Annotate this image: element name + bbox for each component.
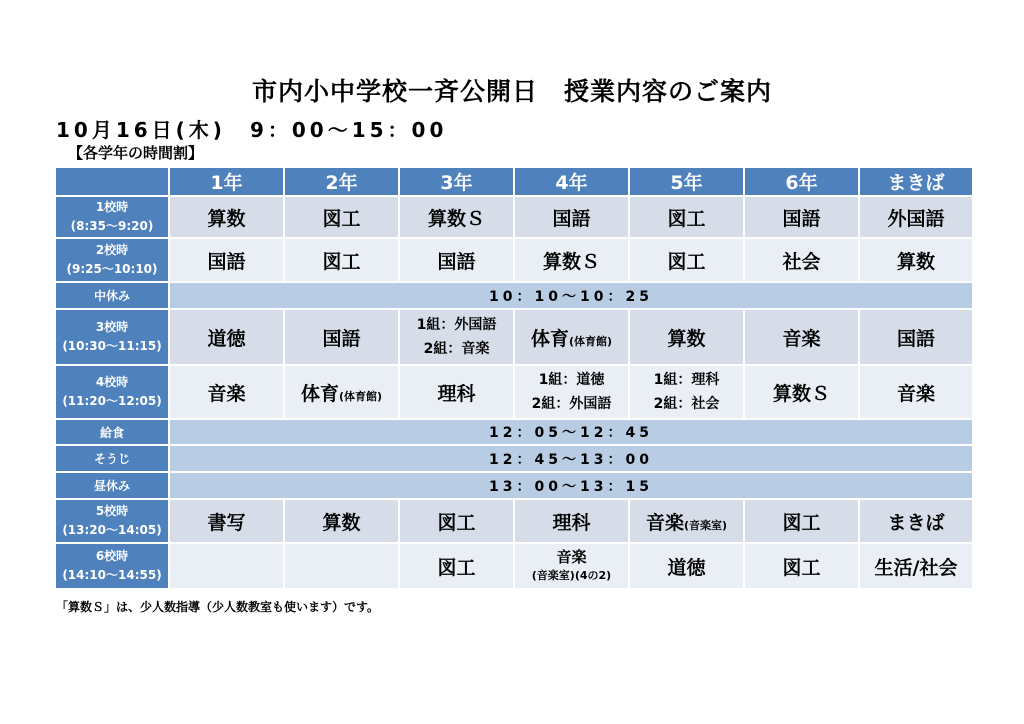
corner-cell [55, 167, 169, 196]
subject-cell: 図工 [744, 499, 859, 543]
subject-cell: 道徳 [169, 309, 284, 365]
room-note: (音楽室)(4の2) [531, 569, 612, 582]
period-row [55, 309, 973, 365]
break-row [55, 472, 973, 499]
period-name: 1校時 [95, 200, 129, 214]
break-row [55, 445, 973, 472]
room-note: (体育館) [568, 334, 613, 348]
subject-cell: 社会 [744, 238, 859, 282]
subject-cell-split [399, 309, 514, 365]
class-1-subject: 1組：理科 [653, 372, 720, 388]
subject-name: 音楽 [556, 548, 587, 566]
subject-cell: 図工 [399, 499, 514, 543]
period-label [55, 309, 169, 365]
subject-cell [514, 309, 629, 365]
footnote: 「算数Ｓ」は、少人数指導（少人数教室も使います）です。 [56, 600, 380, 614]
subject-cell: 図工 [629, 196, 744, 238]
subject-cell: 図工 [284, 238, 399, 282]
period-time: (14:10～14:55) [62, 568, 162, 582]
break-time: 12：05～12：45 [169, 419, 973, 445]
timetable-subtitle: 【各学年の時間割】 [68, 144, 204, 162]
subject-cell: 国語 [169, 238, 284, 282]
subject-cell: 算数 [859, 238, 973, 282]
empty-cell [284, 543, 399, 589]
subject-cell: 算数 [629, 309, 744, 365]
subject-cell: 音楽 [744, 309, 859, 365]
col-header: 5年 [629, 167, 744, 196]
date-time-line: 10月16日(木) 9：00～15：00 [56, 118, 448, 142]
period-label [55, 499, 169, 543]
room-note: (体育館) [338, 389, 383, 403]
subject-cell: まきば [859, 499, 973, 543]
subject-cell: 図工 [629, 238, 744, 282]
subject-cell: 音楽 [169, 365, 284, 419]
period-row [55, 238, 973, 282]
class-2-subject: 2組：社会 [653, 396, 720, 412]
col-header: 3年 [399, 167, 514, 196]
subject-cell [284, 365, 399, 419]
timetable [54, 166, 974, 590]
period-time: (9:25～10:10) [66, 262, 158, 276]
period-name: 3校時 [95, 320, 129, 334]
break-label: そうじ [55, 445, 169, 472]
subject-cell: 図工 [399, 543, 514, 589]
period-name: 6校時 [95, 549, 129, 563]
period-row [55, 196, 973, 238]
period-name: 4校時 [95, 375, 129, 389]
class-2-subject: 2組：音楽 [423, 341, 490, 357]
col-header: まきば [859, 167, 973, 196]
header-row [55, 167, 973, 196]
period-time: (11:20～12:05) [62, 394, 162, 408]
period-name: 5校時 [95, 504, 129, 518]
break-label: 給食 [55, 419, 169, 445]
period-row [55, 543, 973, 589]
subject-cell: 算数Ｓ [399, 196, 514, 238]
period-time: (8:35～9:20) [70, 219, 154, 233]
period-label [55, 365, 169, 419]
subject-cell: 理科 [399, 365, 514, 419]
subject-cell: 図工 [284, 196, 399, 238]
subject-cell: 国語 [859, 309, 973, 365]
subject-cell: 音楽 [859, 365, 973, 419]
period-name: 2校時 [95, 243, 129, 257]
class-1-subject: 1組：道徳 [538, 372, 605, 388]
period-row [55, 365, 973, 419]
break-row [55, 282, 973, 309]
subject-cell: 国語 [284, 309, 399, 365]
col-header: 1年 [169, 167, 284, 196]
col-header: 6年 [744, 167, 859, 196]
period-time: (13:20～14:05) [62, 523, 162, 537]
period-label [55, 543, 169, 589]
subject-cell-split [514, 365, 629, 419]
subject-cell: 図工 [744, 543, 859, 589]
subject-cell: 国語 [399, 238, 514, 282]
break-row [55, 419, 973, 445]
break-label: 中休み [55, 282, 169, 309]
subject-cell: 生活/社会 [859, 543, 973, 589]
subject-cell: 外国語 [859, 196, 973, 238]
room-note: (音楽室) [683, 518, 728, 532]
subject-cell: 算数Ｓ [514, 238, 629, 282]
col-header: 4年 [514, 167, 629, 196]
subject-cell: 算数 [169, 196, 284, 238]
subject-name: 体育 [530, 327, 569, 350]
subject-cell: 国語 [514, 196, 629, 238]
subject-cell: 道徳 [629, 543, 744, 589]
break-label: 昼休み [55, 472, 169, 499]
subject-name: 体育 [300, 382, 339, 405]
subject-cell [629, 499, 744, 543]
subject-cell: 算数 [284, 499, 399, 543]
period-label [55, 196, 169, 238]
period-time: (10:30～11:15) [62, 339, 162, 353]
empty-cell [169, 543, 284, 589]
col-header: 2年 [284, 167, 399, 196]
subject-cell: 算数Ｓ [744, 365, 859, 419]
subject-cell: 国語 [744, 196, 859, 238]
class-2-subject: 2組：外国語 [531, 396, 612, 412]
period-label [55, 238, 169, 282]
subject-cell: 理科 [514, 499, 629, 543]
period-row [55, 499, 973, 543]
break-time: 12：45～13：00 [169, 445, 973, 472]
subject-name: 音楽 [645, 511, 684, 534]
break-time: 13：00～13：15 [169, 472, 973, 499]
subject-cell [514, 543, 629, 589]
break-time: 10：10～10：25 [169, 282, 973, 309]
subject-cell: 書写 [169, 499, 284, 543]
class-1-subject: 1組：外国語 [416, 317, 497, 333]
page-title: 市内小中学校一斉公開日 授業内容のご案内 [251, 77, 772, 106]
subject-cell-split [629, 365, 744, 419]
